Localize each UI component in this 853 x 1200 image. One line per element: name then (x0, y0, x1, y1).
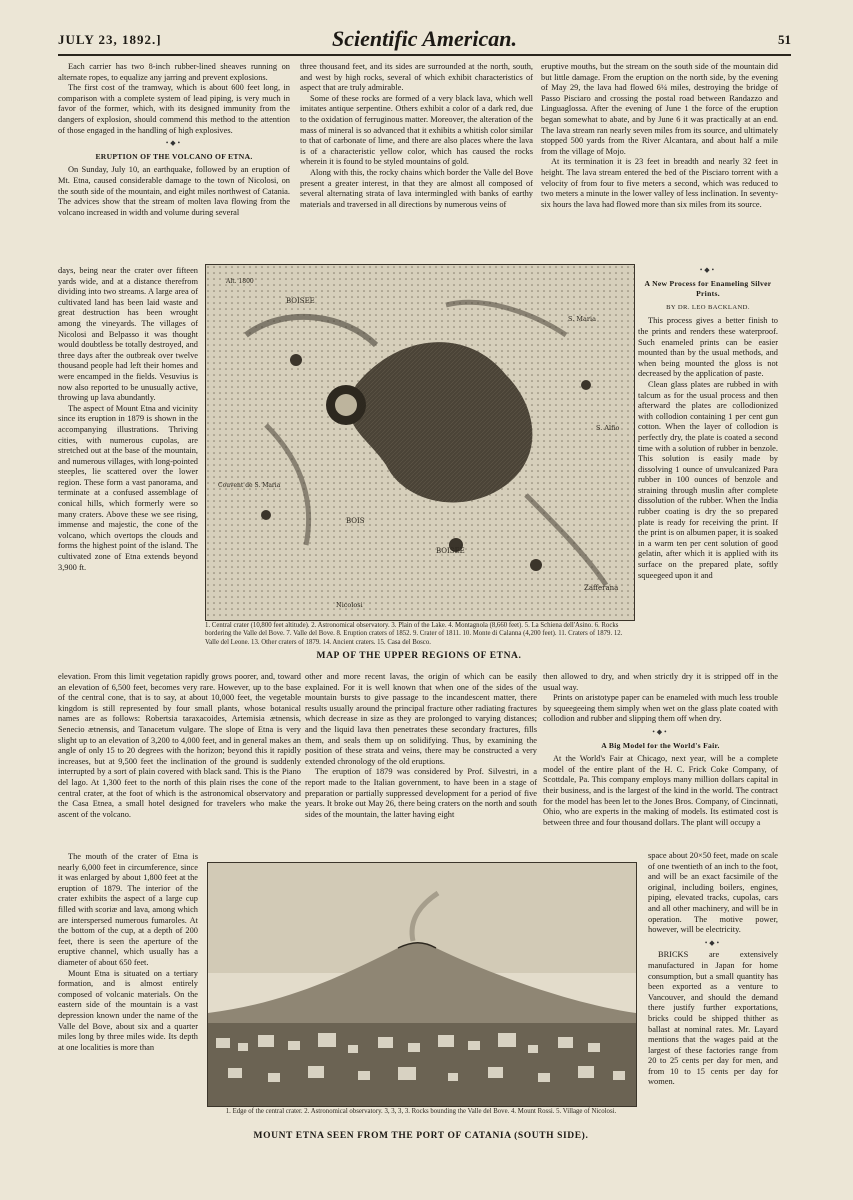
paragraph: other and more recent lavas, the origin of which can be easily explained. For it is well known that when one of the sides of the mountain bursts to give passage to the incandescent matter, there results usually around the principal fracture other radiating fractures which decrease in size as they are prolonged to varying distances; and the liquid lava then penetrates these secondary fractures, fills them, and seals them up on solidifying. Thus, by examining the position of these strata and veins, there may be constructed a very extended chronology of the old eruptions. (305, 672, 537, 766)
paragraph: Each carrier has two 8-inch rubber-lined sheaves running on alternate ropes, to equalize any jarring and prevent explosions. (58, 62, 290, 82)
catania-title: MOUNT ETNA SEEN FROM THE PORT OF CATANIA (SOUTH SIDE). (253, 1131, 589, 1141)
column-3-mid (543, 672, 778, 850)
paragraph: days, being near the crater over fifteen yards wide, and at a distance therefrom dividing into two streams. A large area of cultivated land has been laid waste and great destruction has been wrought among the vineyards. The villages of Nicolosi and Belpasso it was thought would doubtless be totally destroyed, and three days after the outbreak over twelve thousand people had left their homes and were encamped in the fields. Vesuvius is now also reported to be unusually active, throwing up lava abundantly. (58, 266, 198, 403)
byline: BY DR. LEO BACKLAND. (666, 303, 750, 311)
map-label: Couvent de S. Maria (218, 482, 281, 489)
map-label: Zafferana (584, 584, 619, 592)
section-divider: •◆• (704, 938, 722, 947)
paragraph: Mount Etna is situated on a tertiary formation, and is almost entirely composed of volcanic materials. On the eastern side of the mountain is a vast depression known under the name of the Valle del Bove, about six and a quarter miles long by three miles wide. Its depth at one localities is more than (58, 968, 198, 1052)
column-1-top (58, 62, 290, 265)
map-label: S. Maria (568, 315, 596, 323)
article-heading: ERUPTION OF THE VOLCANO OF ETNA. (95, 151, 253, 161)
column-3-top (541, 62, 778, 262)
catania-view-drawing (208, 863, 636, 1106)
map-label: Nicolosi (336, 601, 363, 609)
paragraph: The eruption of 1879 was considered by Prof. Silvestri, in a report made to the Italian government, to have been in a stage of preparation or partially suppressed development for a period of five years. It broke out May 26, there being craters on the north and south sides of the mountain, the latter having eight (305, 767, 537, 819)
section-divider: •◆• (165, 139, 183, 148)
paragraph: Prints on aristotype paper can be enameled with much less trouble by squeegeeing them simply when wet on the glass plate coated with collodion and rubber and slipping them off when dry. (543, 693, 778, 724)
map-label: BOISEE (286, 297, 315, 305)
etna-map-drawing (206, 265, 634, 620)
paragraph: This process gives a better finish to the prints and renders these waterproof. Such enameled prints can be easier mounted than by the usual methods, and when being mounted the gloss is not decreased by the application of paste. (638, 316, 778, 379)
paragraph: space about 20×50 feet, made on scale of one twentieth of an inch to the foot, and will be an exact facsimile of the original, including boilers, engines, piping, elevated tracks, cupolas, cars and all other machinery, and will be in operation. The motive power, however, will be electricity. (648, 851, 778, 935)
paragraph: three thousand feet, and its sides are surrounded at the north, south, and west by high rocks, several of which exhibit characteristics of aspect that are truly admirable. (300, 62, 533, 93)
column-2-mid (305, 672, 537, 855)
issue-date: JULY 23, 1892.] (58, 32, 162, 47)
etna-map-illustration (205, 264, 635, 621)
paragraph: elevation. From this limit vegetation rapidly grows poorer, and, toward an elevation of 6,500 feet, becomes very rare. However, up to the base of the central cone, that is to say, at about 10,000 feet, the vegetable kingdom is still represented by four small plants, whose botanical names are as follows: Robertsia taraxacoides, Artemisia ætnensis, Senecio ætnensis, and Tanacetum vulgare. The slope of Etna is very slight up to an elevation of 3,200 to 4,000 feet, and in general makes an angle of only 15 to 20 degrees with the horizon; beyond this it rapidly increases, but at 9,500 feet the inclination of the ground is suddenly interrupted by a sort of plain covered with black sand. This is the Piano del lago. At 1,300 feet to the north of this plain rises the cone of the central crater, at the foot of which is the astronomical observatory and the Casa Etnea, a small hotel designed for travelers who make the ascent of the volcano. (58, 672, 301, 819)
paragraph: At its termination it is 23 feet in breadth and nearly 32 feet in height. The lava stream entered the bed of the Pisciaro torrent with a velocity of from four to five meters a second, which was reduced to two meters a minute in the lower valley of less inclination. In seventy-six hours the lava had flowed more than six miles from its source. (541, 157, 778, 209)
paragraph: Along with this, the rocky chains which border the Valle del Bove present a greater interest, in that they are almost all composed of several alternating strata of lava intermingled with banks of earthy materials and traversed in all directions by numerous veins of (300, 167, 533, 209)
paragraph: The mouth of the crater of Etna is nearly 6,000 feet in circumference, since it was enlarged by about 1,800 feet at the eruption of 1879. The interior of the crater exhibits the aspect of a large cup filled with scoriæ and lava, among which are interspersed numerous fumaroles. At the bottom of the cup, at a depth of 200 feet, there is seen the aperture of the eruptive channel, which usually has a diameter of about 650 feet. (58, 852, 198, 967)
article-heading: A New Process for Enameling Silver Prints. (644, 278, 772, 299)
masthead-title: Scientific American. (332, 26, 517, 51)
map-label: BOIS (346, 517, 365, 525)
paragraph: At the World's Fair at Chicago, next year, will be a complete model of the entire plant of the H. C. Frick Coke Company, of Scottdale, Pa. This company employs many million dollars capital in their business, and is the largest of the kind in the world. The contract for the model has been let to the Jones Bros. Company, of Cincinnati, Ohio, who are experts in the making of models. Its estimated cost is between three and four thousand dollars. The plant will occupy a (543, 754, 778, 827)
map-label: S. Alfio (596, 424, 620, 432)
paragraph: Clean glass plates are rubbed in with talcum as for the usual process and then afterward the plates are collodionized with collodion containing 1 per cent gun cotton. When the layer of collodion is perfectly dry, the plate is coated a second time with a solution of rubber in benzole. This solution is easily made by dissolving 1 ounce of unvulcanized Para rubber in 100 ounces of benzole and straining through muslin after complete dissolution of the rubber. When the India rubber coating is dry the so prepared plate is ready for receiving the print. If the print is on albumen paper, it is soaked in a warm ten per cent solution of good gelatin, after which it is applied with its surface on the prepared plate, softly squeegeed upon it and (638, 379, 778, 580)
paragraph: The first cost of the tramway, which is about 600 feet long, in comparison with a complete system of lead piping, is very much in favor of the former, which, with its designed immunity from the dangers of explosion, should commend this method to the attention of those engaged in the handling of high explosives. (58, 83, 290, 135)
column-1-narrow (58, 266, 198, 671)
catania-caption: 1. Edge of the central crater. 2. Astronomical observatory. 3, 3, 3, 3. Rocks bounding the Valle del Bove. 4. Mount Rossi. 5. Village of Nicolosi. (225, 1108, 617, 1115)
column-1-mid (58, 672, 301, 851)
enamel-article (638, 263, 778, 671)
paragraph: eruptive mouths, but the stream on the south side of the mountain did but little damage. From the eruption on the north side, by the evening of May 29, the lava had flowed 6¼ miles, destroying the bridge of Passo Pisciaro and crossing the postal road between Randazzo and Linguaglossa. After the evening of June 1 the force of the eruption began somewhat to abate, and by June 6 it was practically at an end. The lava stream ran nearly seven miles from its source, and ultimately stopped 500 yards from the River Alcantara, and about half a mile from the village of Mojo. (541, 62, 778, 156)
section-divider: •◆• (652, 727, 669, 736)
page-header (58, 26, 791, 56)
article-heading: A Big Model for the World's Fair. (601, 740, 720, 750)
map-label: BOISEE (436, 547, 465, 555)
paragraph: On Sunday, July 10, an earthquake, followed by an eruption of Mt. Etna, caused considerable damage to the town of Nicolosi, on the south side of the mountain, and eight miles northwest of Catania. The advices show that the stream of molten lava flowing from the volcano increased in width and volume during several (58, 165, 290, 217)
column-1-bottom (58, 852, 198, 1145)
section-divider: •◆• (699, 266, 717, 274)
paragraph: then allowed to dry, and when strictly dry it is stripped off in the usual way. (543, 672, 778, 692)
column-2-top (300, 62, 533, 262)
map-caption: 1. Central crater (10,800 feet altitude). 2. Astronomical observatory. 3. Plain of the Lake. 4. Montagnola (8,660 feet). 5. La Schiena dell'Asino. 6. Rocks bordering the Valle del Bove. 7. Valle del Bove. 8. Eruption craters of 1852. 9. Crater of 1811. 10. Monte di Calanna (4,200 feet). 11. Craters of 1879. 12. Valle del Leone. 13. Other craters of 1879. 14. Ancient craters. 15. Casa del Bosco. (205, 622, 623, 646)
map-label: Alt. 1800 (226, 278, 254, 285)
map-title: MAP OF THE UPPER REGIONS OF ETNA. (316, 651, 522, 661)
page-number: 51 (778, 32, 791, 47)
paragraph: BRICKS are extensively manufactured in Japan for home consumption, but a small quantity has been exported as a venture to Vancouver, and should the demand there justify further exportations, bricks could be shipped thither as ballast at nominal rates. Mr. Layard mentions that the wages paid at the largest of these factories range from 20 to 25 cents per day for men, and from 10 to 15 cents per day for women. (648, 950, 778, 1087)
column-3-bottom (648, 851, 778, 1145)
catania-view-illustration (207, 862, 637, 1107)
paragraph: The aspect of Mount Etna and vicinity since its eruption in 1879 is shown in the accompanying illustrations. Thriving cities, with numerous cupolas, are stretched out at the base of the mountain, and numerous villages, with long-pointed steeples, lie scattered over the lower region. These form a vast panorama, and terminate at a confused assemblage of conical hills, which formerly were so many craters. Above these we see rising, immense and majestic, the cone of the volcano, which overtops the clouds and forms the highest point of the island. The cultivated zone of Etna extends beyond 3,900 ft. (58, 403, 198, 572)
paragraph: Some of these rocks are formed of a very black lava, which well imitates antique serpentine. Others exhibit a color of a dark red, due to the oxidation of ferruginous matter. Moreover, the alteration of the mass of mineral is so advanced that it exhibits a whitish color similar to that of carbonate of lime, and there are also places where the lava is of a characteristic yellow color, which has caused the rocks wherein it is found to be styled mountains of gold. (300, 93, 533, 167)
